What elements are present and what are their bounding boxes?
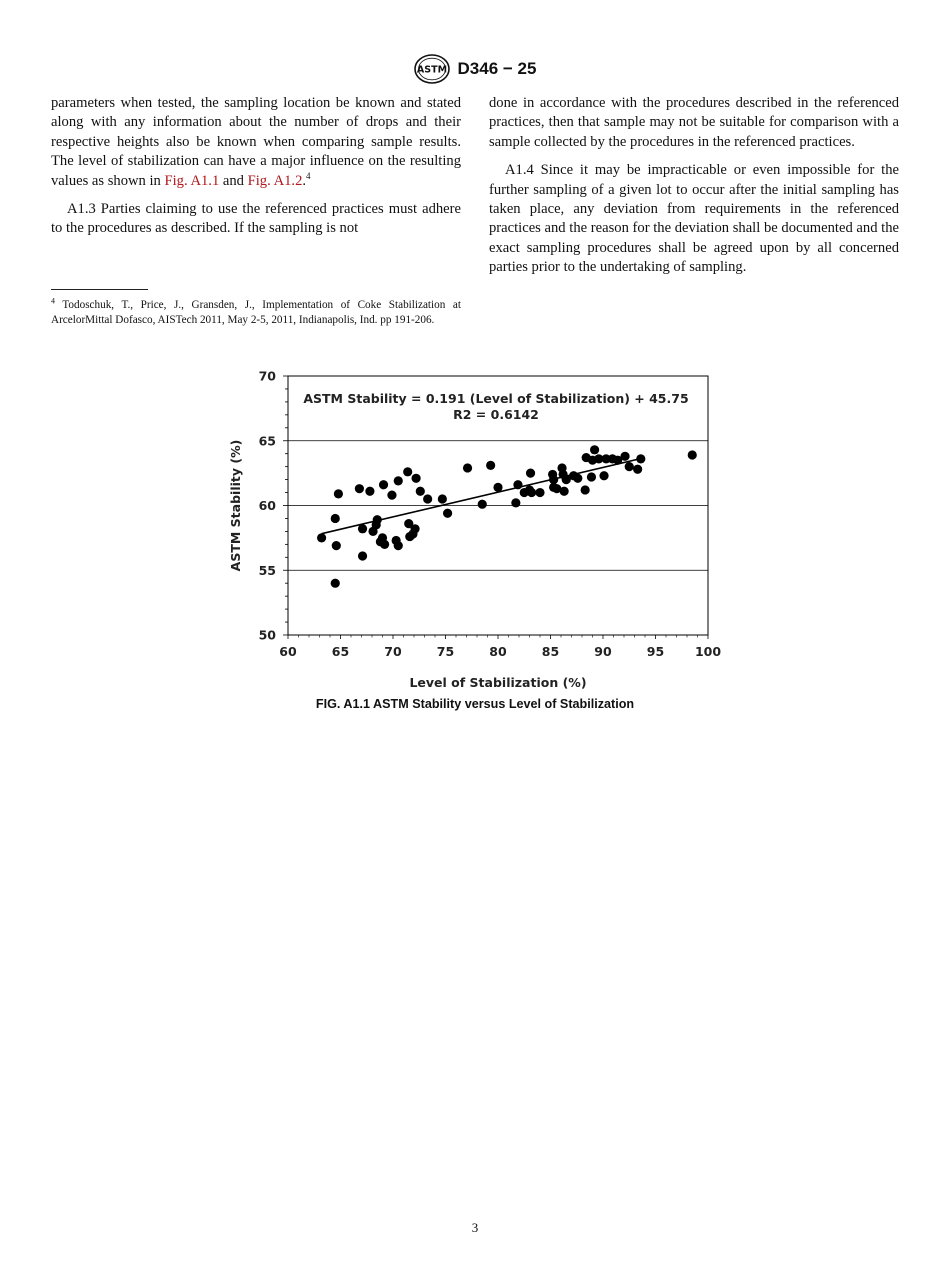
data-point	[478, 500, 487, 509]
regression-equation: ASTM Stability = 0.191 (Level of Stabilization) + 45.75	[303, 391, 689, 406]
paragraph-period: .	[302, 172, 307, 189]
y-tick-label: 55	[258, 562, 276, 578]
x-tick-label: 95	[646, 644, 665, 659]
fig-a1-2-link[interactable]: Fig. A1.2	[247, 172, 303, 189]
astm-logo-icon	[414, 54, 450, 84]
data-point	[373, 515, 382, 524]
paragraph-a1-3: A1.3 Parties claiming to use the referenced practices must adhere to the procedures as described. If the sampling is not	[51, 201, 461, 237]
data-point	[511, 498, 520, 507]
data-point	[358, 524, 367, 533]
data-point	[599, 471, 608, 480]
data-point	[423, 494, 432, 503]
data-point	[331, 579, 340, 588]
x-tick-label: 75	[436, 644, 455, 659]
page-number: 3	[471, 1220, 479, 1235]
data-point	[334, 489, 343, 498]
y-axis-label: ASTM Stability (%)	[228, 439, 243, 572]
data-point	[590, 445, 599, 454]
data-point	[355, 484, 364, 493]
data-point	[416, 487, 425, 496]
x-tick-label: 90	[594, 644, 612, 659]
x-tick-label: 100	[694, 644, 722, 659]
paragraph-a1-2-continued	[51, 94, 461, 191]
footnote	[51, 298, 461, 328]
data-point	[527, 488, 536, 497]
data-point	[379, 480, 388, 489]
data-point	[587, 472, 596, 481]
data-point	[513, 480, 522, 489]
left-column	[51, 94, 461, 239]
data-point	[317, 533, 326, 542]
data-point	[403, 467, 412, 476]
data-point	[412, 474, 421, 483]
scatter-chart	[0, 356, 950, 696]
data-point	[438, 494, 447, 503]
r-squared-label: R2 = 0.6142	[453, 407, 539, 422]
data-point	[620, 452, 629, 461]
footnote-text: Todoschuk, T., Price, J., Gransden, J., Implementation of Coke Stabilization at ArcelorMittal Dofasco, AISTech 2011, May 2-5, 2011, Indianapolis, Ind. pp 191-206.	[51, 299, 461, 326]
x-tick-label: 60	[279, 644, 297, 659]
data-point	[463, 463, 472, 472]
data-point	[387, 491, 396, 500]
x-tick-label: 80	[489, 644, 507, 659]
data-point	[332, 541, 341, 550]
data-point	[573, 474, 582, 483]
footnote-reference[interactable]: 4	[306, 170, 311, 181]
data-point	[410, 524, 419, 533]
data-point	[688, 450, 697, 459]
fig-a1-1-link[interactable]: Fig. A1.1	[164, 172, 220, 189]
data-point	[560, 487, 569, 496]
x-tick-label: 65	[331, 644, 350, 659]
data-point	[633, 465, 642, 474]
data-point	[380, 540, 389, 549]
figure-caption: FIG. A1.1 ASTM Stability versus Level of Stabilization	[315, 697, 635, 711]
data-point	[394, 541, 403, 550]
data-point	[493, 483, 502, 492]
y-tick-label: 65	[258, 433, 276, 449]
document-designation: D346 − 25	[457, 59, 537, 78]
data-point	[331, 514, 340, 523]
x-tick-label: 85	[541, 644, 560, 659]
data-point	[443, 509, 452, 518]
data-point	[625, 462, 634, 471]
y-tick-label: 70	[258, 368, 276, 384]
y-tick-label: 50	[258, 627, 276, 643]
x-tick-label: 70	[384, 644, 402, 659]
figure-a1-1	[0, 356, 950, 696]
paragraph-text: parameters when tested, the sampling location be known and stated along with any information about the number of drops and their respective heights also be known when comparing sample results. The level of stabilization can have a major influence on the resulting values as shown in	[51, 95, 461, 189]
footnote-marker: 4	[51, 296, 55, 306]
x-axis-label: Level of Stabilization (%)	[409, 675, 587, 690]
paragraph-and: and	[219, 172, 248, 189]
data-point	[486, 461, 495, 470]
data-point	[581, 485, 590, 494]
trendline	[322, 459, 640, 534]
data-point	[358, 551, 367, 560]
data-point	[526, 469, 535, 478]
page-header	[0, 54, 950, 84]
data-point	[394, 476, 403, 485]
y-tick-label: 60	[258, 498, 276, 513]
logo-text: ASTM	[416, 64, 447, 76]
data-point	[365, 487, 374, 496]
data-point	[636, 454, 645, 463]
data-point	[535, 488, 544, 497]
paragraph-a1-4: A1.4 Since it may be impracticable or even impossible for the further sampling of a given lot to occur after the initial sampling has taken place, any deviation from requirements in the referenced practices and the reason for the deviation shall be documented and the exact sampling procedures shall be agreed upon by all concerned parties prior to the undertaking of sampling.	[489, 162, 899, 276]
right-column	[489, 94, 899, 278]
footnote-divider	[51, 289, 148, 290]
paragraph-a1-3-continued: done in accordance with the procedures described in the referenced practices, then that sample may not be suitable for comparison with a sample collected by the procedures in the referenced practices.	[489, 95, 899, 150]
